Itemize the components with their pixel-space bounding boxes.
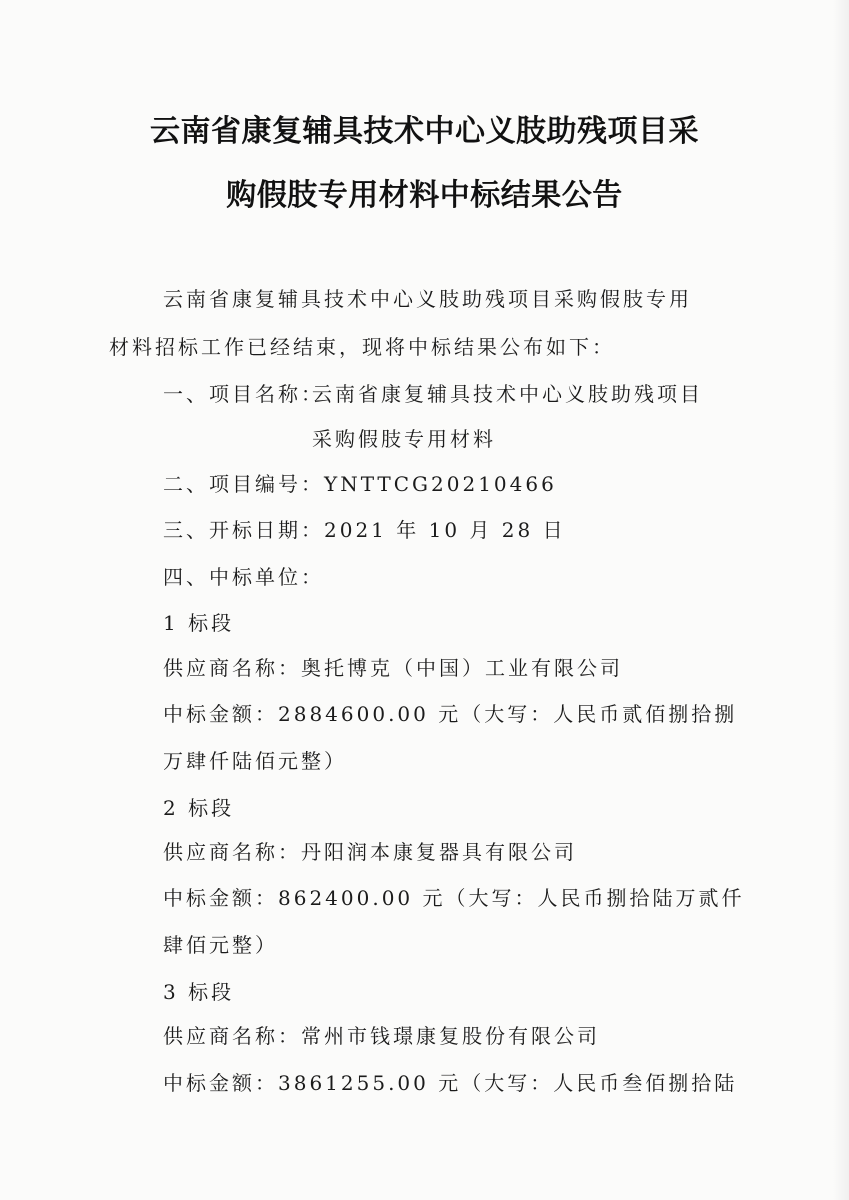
document-title-line-2: 购假肢专用材料中标结果公告 [226, 178, 623, 213]
intro-line-1: 云南省康复辅具技术中心义肢助残项目采购假肢专用 [163, 287, 692, 311]
lot-3-supplier: 供应商名称：常州市钱璟康复股份有限公司 [163, 1024, 600, 1048]
project-name-line-1: 云南省康复辅具技术中心义肢助残项目 [312, 382, 703, 406]
lot-2-title: 2 标段 [163, 796, 235, 820]
lot-1-amount-line-1: 中标金额：2884600.00 元（大写：人民币贰佰捌拾捌 [163, 702, 738, 726]
intro-line-2: 材料招标工作已经结束，现将中标结果公布如下： [109, 335, 615, 359]
bid-opening-date: 三、开标日期：2021 年 10 月 28 日 [163, 518, 566, 542]
project-name-line-2: 采购假肢专用材料 [312, 427, 496, 451]
project-number: 二、项目编号：YNTTCG20210466 [163, 472, 557, 496]
lot-2-amount-line-2: 肆佰元整） [163, 933, 278, 957]
document-title-line-1: 云南省康复辅具技术中心义肢助残项目采 [150, 114, 699, 149]
lot-1-amount-line-2: 万肆仟陆佰元整） [163, 749, 347, 773]
lot-2-supplier: 供应商名称：丹阳润本康复器具有限公司 [163, 840, 577, 864]
lot-3-amount-line-1: 中标金额：3861255.00 元（大写：人民币叁佰捌拾陆 [163, 1071, 738, 1095]
project-name-label: 一、项目名称： [163, 382, 324, 406]
lot-1-title: 1 标段 [163, 611, 235, 635]
winner-heading: 四、中标单位： [163, 565, 324, 589]
lot-2-amount-line-1: 中标金额：862400.00 元（大写：人民币捌拾陆万贰仟 [163, 886, 745, 910]
lot-1-supplier: 供应商名称：奥托博克（中国）工业有限公司 [163, 656, 623, 680]
lot-3-title: 3 标段 [163, 980, 235, 1004]
